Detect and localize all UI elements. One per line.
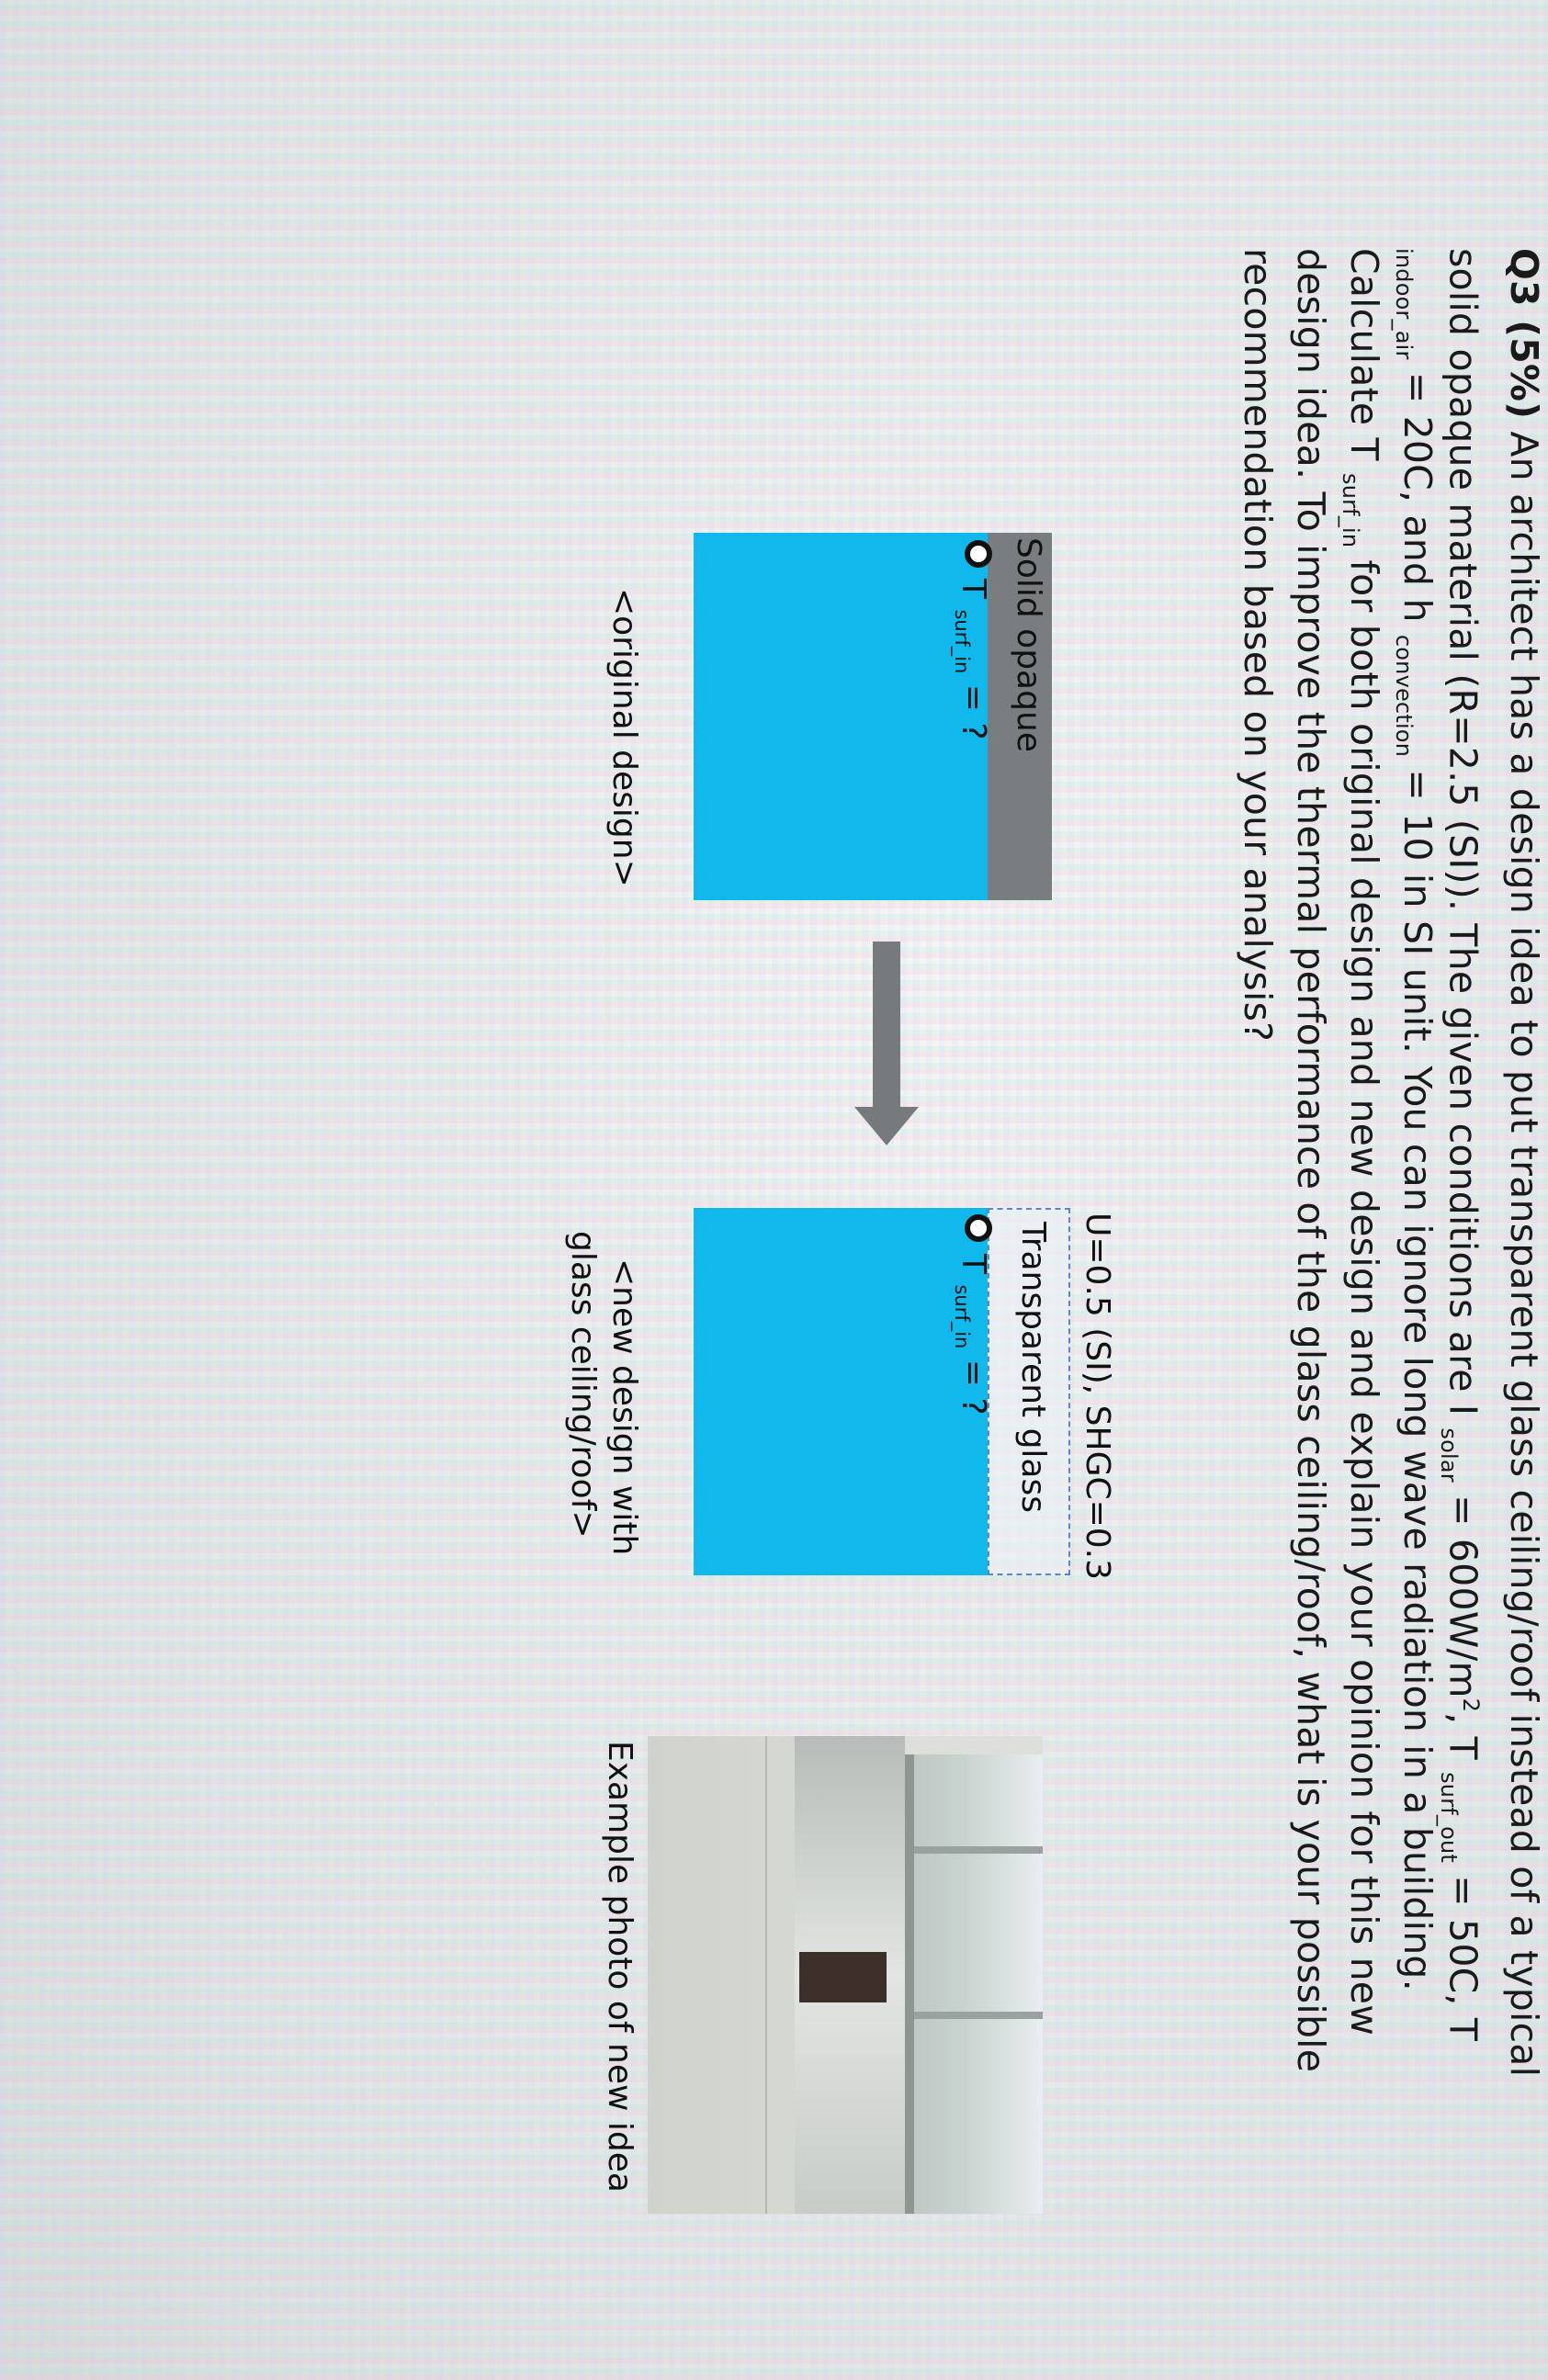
- photo-door: [799, 1952, 887, 2002]
- new-room: [694, 1208, 988, 1575]
- photo-window: [905, 1754, 1043, 2214]
- arrow-shaft: [873, 942, 900, 1111]
- photo-floor-line: [765, 1736, 767, 2214]
- new-design-caption-line-2: glass ceiling/roof>: [564, 1231, 602, 1539]
- glass-properties-label: U=0.5 (SI), SHGC=0.3: [1079, 1213, 1116, 1581]
- example-photo-caption: Example photo of new idea: [601, 1741, 638, 2193]
- original-design-caption: <original design>: [605, 588, 643, 887]
- tsurf-in-new-label: T $_{surf\_in}$ = ?: [950, 1254, 992, 1416]
- photo-mullion: [914, 1846, 1043, 1854]
- question-line-5: design idea. To improve the thermal performance of the glass ceiling/roof, what is your possible: [1289, 248, 1333, 2073]
- solid-opaque-label: Solid opaque: [1010, 537, 1047, 752]
- photo-mullion: [914, 2012, 1043, 2019]
- original-room: [694, 533, 988, 900]
- surface-point-icon: [965, 1214, 992, 1242]
- question-line-2: solid opaque material (R=2.5 (SI)). The given conditions are I $_{solar} = 600W/m^2$, T $_{surf\_out}$ = 50C, T: [1436, 248, 1486, 2042]
- arrow-right-icon: [854, 1107, 919, 1145]
- surface-point-icon: [965, 540, 992, 568]
- question-line-3: $_{indoor\_air}$ = 20C, and h $_{convection}$ = 10 in SI unit. You can ignore long wave radiation in a building.: [1390, 248, 1440, 1991]
- tsurf-in-original-label: T $_{surf\_in}$ = ?: [950, 579, 992, 740]
- question-line-6: recommendation based on your analysis?: [1236, 248, 1280, 1043]
- slide: [170, 211, 1548, 2287]
- transparent-glass-label: Transparent glass: [1014, 1222, 1052, 1514]
- example-photo: [648, 1736, 1043, 2214]
- new-design-caption-line-1: <new design with: [605, 1258, 643, 1556]
- question-line-4: Calculate T $_{surf\_in}$ for both original design and new design and explain your opinion for this new: [1337, 248, 1386, 2036]
- question-line-1: Q3 (5%) An architect has a design idea to put transparent glass ceiling/roof instead of a typical: [1502, 248, 1546, 2078]
